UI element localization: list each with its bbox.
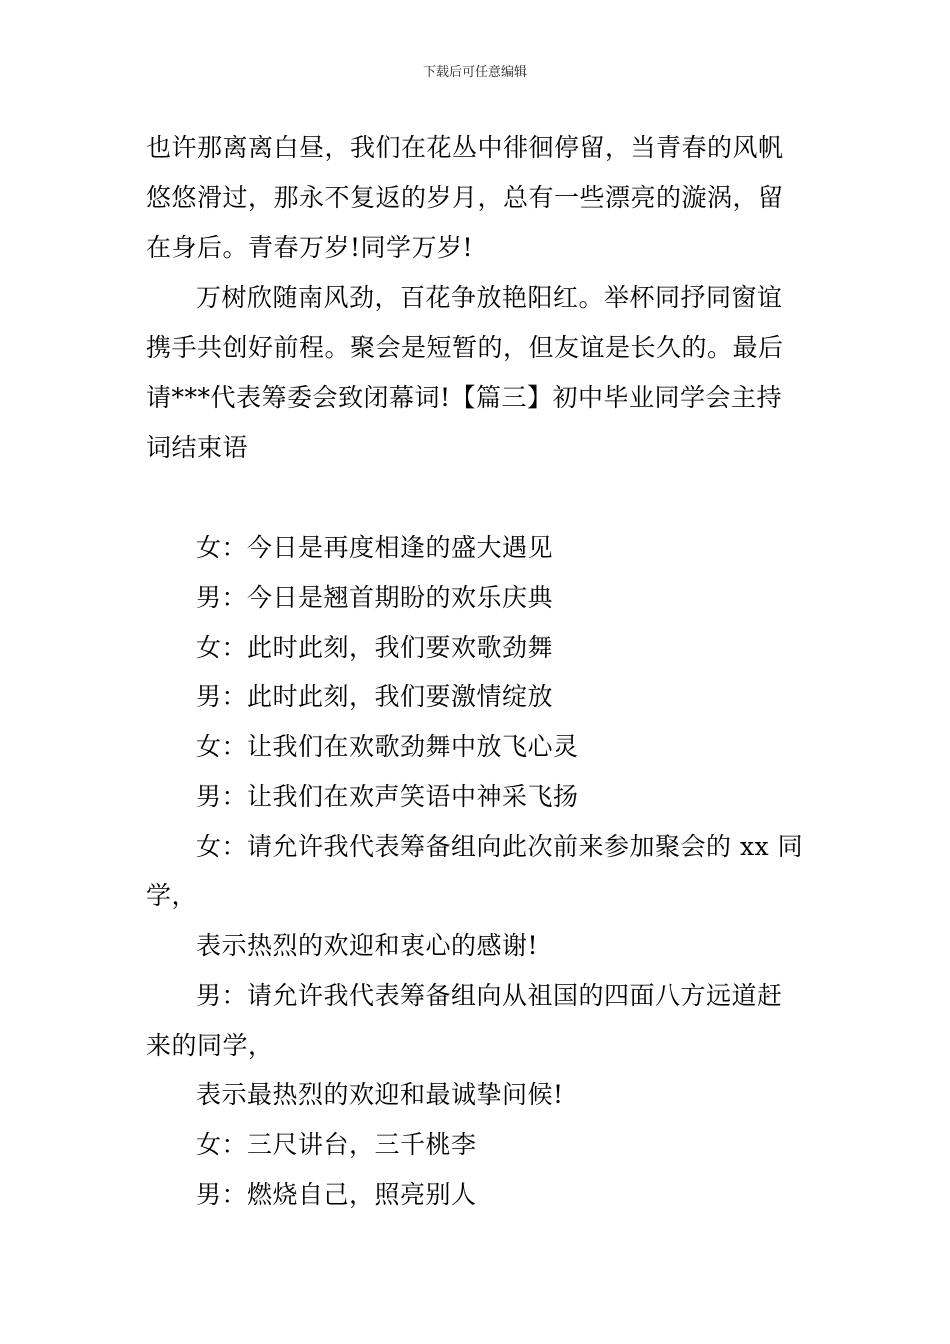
text-line: 请***代表筹委会致闭幕词!【篇三】初中毕业同学会主持 xyxy=(146,383,783,412)
dialogue-line: 来的同学， xyxy=(146,1031,274,1060)
dialogue-line: 学， xyxy=(146,881,198,910)
dialogue-line: 女：今日是再度相逢的盛大遇见 xyxy=(196,533,554,562)
text-line: 悠悠滑过，那永不复返的岁月，总有一些漂亮的漩涡，留 xyxy=(146,183,784,212)
text-line: 词结束语 xyxy=(146,433,249,462)
dialogue-line: 女：此时此刻，我们要欢歌劲舞 xyxy=(196,633,554,662)
dialogue-line: 女：让我们在欢歌劲舞中放飞心灵 xyxy=(196,732,579,761)
text-line: 也许那离离白昼，我们在花丛中徘徊停留，当青春的风帆 xyxy=(146,133,784,162)
dialogue-line: 表示热烈的欢迎和衷心的感谢! xyxy=(196,931,539,960)
text-line: 携手共创好前程。聚会是短暂的，但友谊是长久的。最后 xyxy=(146,333,784,362)
text-line: 万树欣随南风劲，百花争放艳阳红。举杯同抒同窗谊 xyxy=(196,283,783,312)
dialogue-line: 表示最热烈的欢迎和最诚挚问候! xyxy=(196,1080,564,1109)
dialogue-line: 男：让我们在欢声笑语中神采飞扬 xyxy=(196,782,579,811)
dialogue-line: 男：燃烧自己，照亮别人 xyxy=(196,1180,477,1209)
text-line: 在身后。青春万岁!同学万岁! xyxy=(146,233,474,262)
page-header: 下载后可任意编辑 xyxy=(422,65,527,80)
dialogue-line: 男：今日是翘首期盼的欢乐庆典 xyxy=(196,583,554,612)
dialogue-line: 女：请允许我代表筹备组向此次前来参加聚会的 xx 同 xyxy=(196,832,804,861)
dialogue-line: 男：此时此刻，我们要激情绽放 xyxy=(196,682,554,711)
dialogue-line: 男：请允许我代表筹备组向从祖国的四面八方远道赶 xyxy=(196,981,783,1010)
dialogue-line: 女：三尺讲台，三千桃李 xyxy=(196,1130,477,1159)
